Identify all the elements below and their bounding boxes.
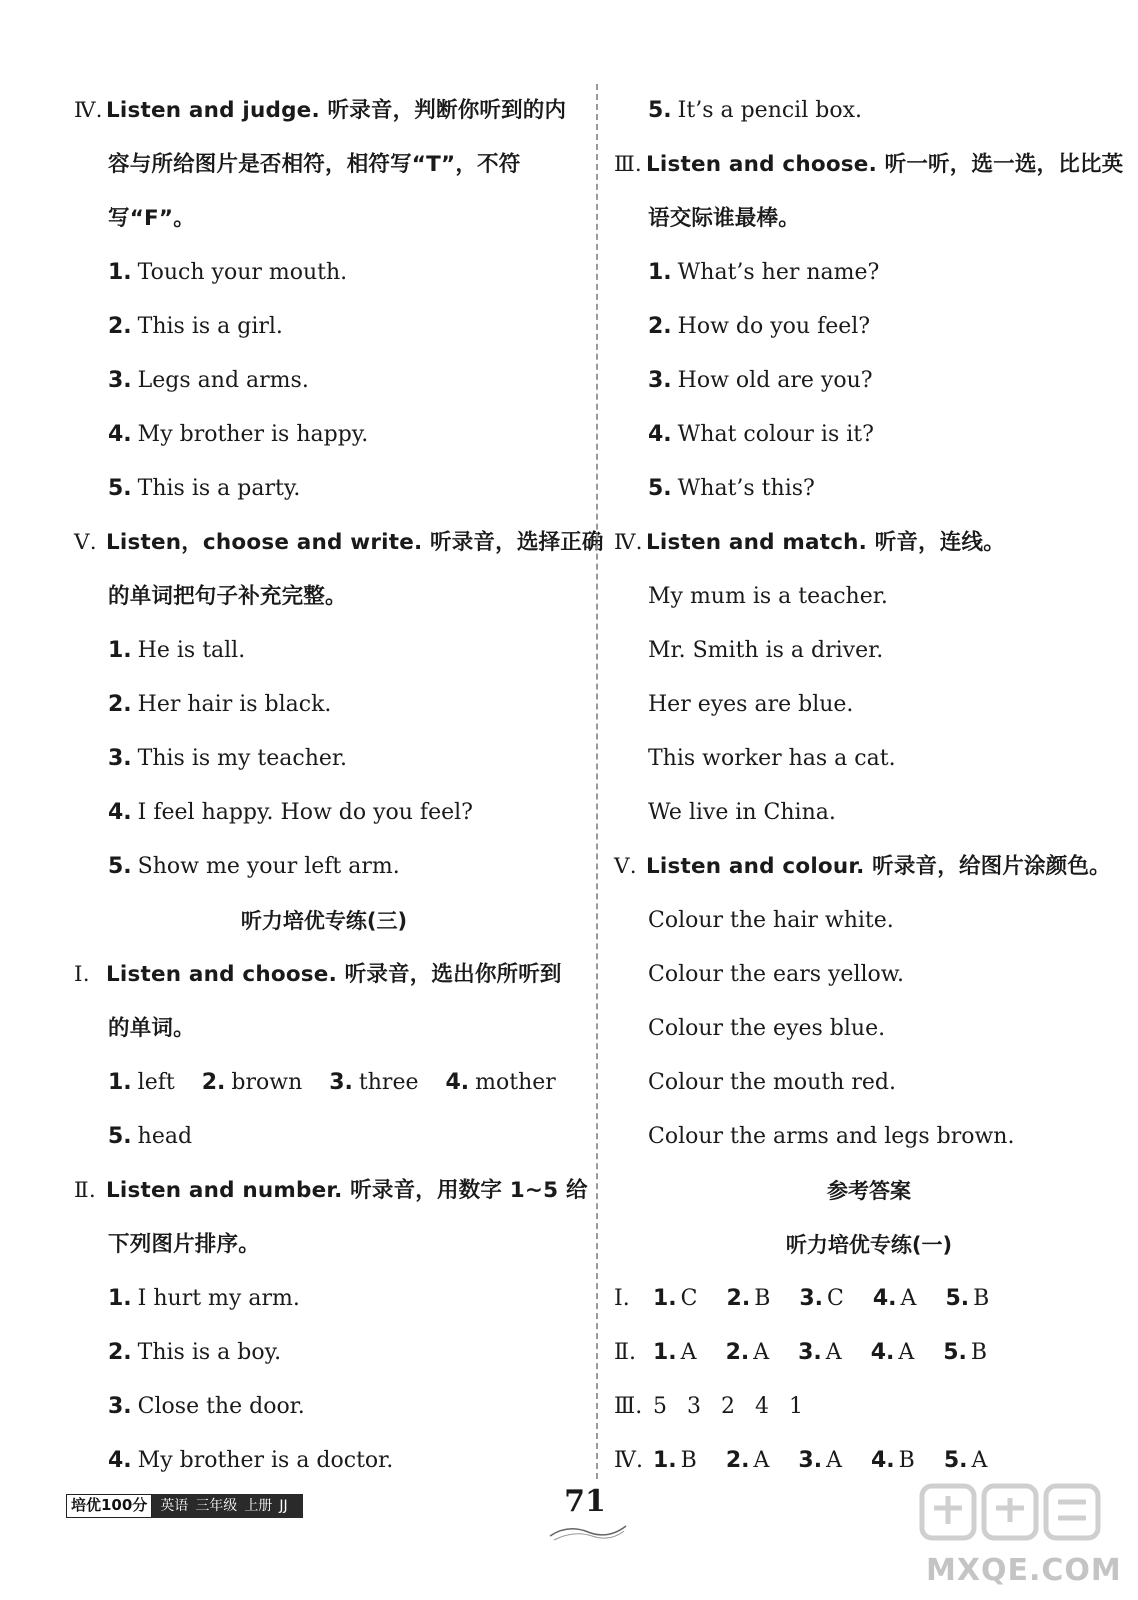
- answer-row: Ⅱ. 1. A 2. A 3. A 4. A 5. B: [614, 1340, 988, 1365]
- list-item: 2. This is a boy.: [108, 1340, 282, 1365]
- unit-title: 听力培优专练(三): [240, 909, 408, 933]
- list-item: Mr. Smith is a driver.: [648, 638, 884, 663]
- brand-label: 培优100分: [66, 1494, 152, 1518]
- list-item: 5. This is a party.: [108, 476, 301, 501]
- list-item: 1. I hurt my arm.: [108, 1286, 300, 1311]
- list-item: 3. Close the door.: [108, 1394, 305, 1419]
- list-item: 5. It’s a pencil box.: [648, 98, 862, 123]
- list-item: 5. What’s this?: [648, 476, 815, 501]
- list-item: My mum is a teacher.: [648, 584, 888, 609]
- section-heading: Ⅴ. Listen and colour. 听录音，给图片涂颜色。: [614, 854, 1111, 879]
- section-heading: Ⅳ. Listen and match. 听音，连线。: [614, 530, 1005, 555]
- section-heading: Ⅳ. Listen and judge. 听录音，判断你听到的内: [74, 98, 567, 123]
- list-item: This worker has a cat.: [648, 746, 896, 771]
- list-item: We live in China.: [648, 800, 836, 825]
- section-heading-cont: 的单词把句子补充完整。: [108, 584, 347, 609]
- list-item: 3. Legs and arms.: [108, 368, 309, 393]
- answer-row: Ⅰ. 1. C 2. B 3. C 4. A 5. B: [614, 1286, 990, 1311]
- list-item: 1. Touch your mouth.: [108, 260, 348, 285]
- section-heading: Ⅲ. Listen and choose. 听一听，选一选，比比英: [614, 152, 1124, 177]
- section-heading-cont: 写“F”。: [108, 206, 195, 231]
- answer-row: Ⅳ. 1. B 2. A 3. A 4. B 5. A: [614, 1448, 988, 1473]
- list-item: 4. I feel happy. How do you feel?: [108, 800, 473, 825]
- list-item: Colour the ears yellow.: [648, 962, 904, 987]
- list-item: 1. What’s her name?: [648, 260, 880, 285]
- list-item: 3. This is my teacher.: [108, 746, 348, 771]
- list-item: 2. How do you feel?: [648, 314, 871, 339]
- list-item: Colour the eyes blue.: [648, 1016, 886, 1041]
- list-item: 5. Show me your left arm.: [108, 854, 400, 879]
- page-number: 71: [564, 1484, 606, 1519]
- list-item: Her eyes are blue.: [648, 692, 854, 717]
- right-column: [614, 84, 1124, 1488]
- answer-row: Ⅲ. 5 3 2 4 1: [614, 1394, 803, 1419]
- section-heading-cont: 下列图片排序。: [108, 1232, 260, 1257]
- list-item: 5. head: [108, 1124, 193, 1149]
- word-list: 1. left 2. brown 3. three 4. mother: [108, 1070, 556, 1095]
- answers-subtitle: 听力培优专练(一): [785, 1233, 953, 1257]
- left-column: [74, 84, 604, 1488]
- section-heading-cont: 容与所给图片是否相符，相符写“T”，不符: [108, 152, 521, 177]
- answers-title: 参考答案: [827, 1179, 911, 1203]
- list-item: 2. Her hair is black.: [108, 692, 332, 717]
- section-heading: Ⅱ. Listen and number. 听录音，用数字 1~5 给: [74, 1178, 588, 1203]
- list-item: Colour the mouth red.: [648, 1070, 896, 1095]
- list-item: 2. This is a girl.: [108, 314, 283, 339]
- book-info: 英语 三年级 上册 JJ: [152, 1494, 302, 1518]
- column-divider: [596, 84, 598, 1479]
- watermark-text: MXQE.COM: [926, 1553, 1122, 1588]
- section-heading: Ⅰ. Listen and choose. 听录音，选出你所听到: [74, 962, 562, 987]
- section-heading: Ⅴ. Listen，choose and write. 听录音，选择正确: [74, 530, 604, 555]
- list-item: 4. My brother is happy.: [108, 422, 369, 447]
- list-item: Colour the arms and legs brown.: [648, 1124, 1015, 1149]
- list-item: Colour the hair white.: [648, 908, 894, 933]
- list-item: 4. My brother is a doctor.: [108, 1448, 394, 1473]
- section-heading-cont: 语交际谁最棒。: [648, 206, 800, 231]
- list-item: 4. What colour is it?: [648, 422, 874, 447]
- section-heading-cont: 的单词。: [108, 1016, 195, 1041]
- list-item: 3. How old are you?: [648, 368, 873, 393]
- list-item: 1. He is tall.: [108, 638, 246, 663]
- page-number-swirl-icon: [548, 1520, 628, 1542]
